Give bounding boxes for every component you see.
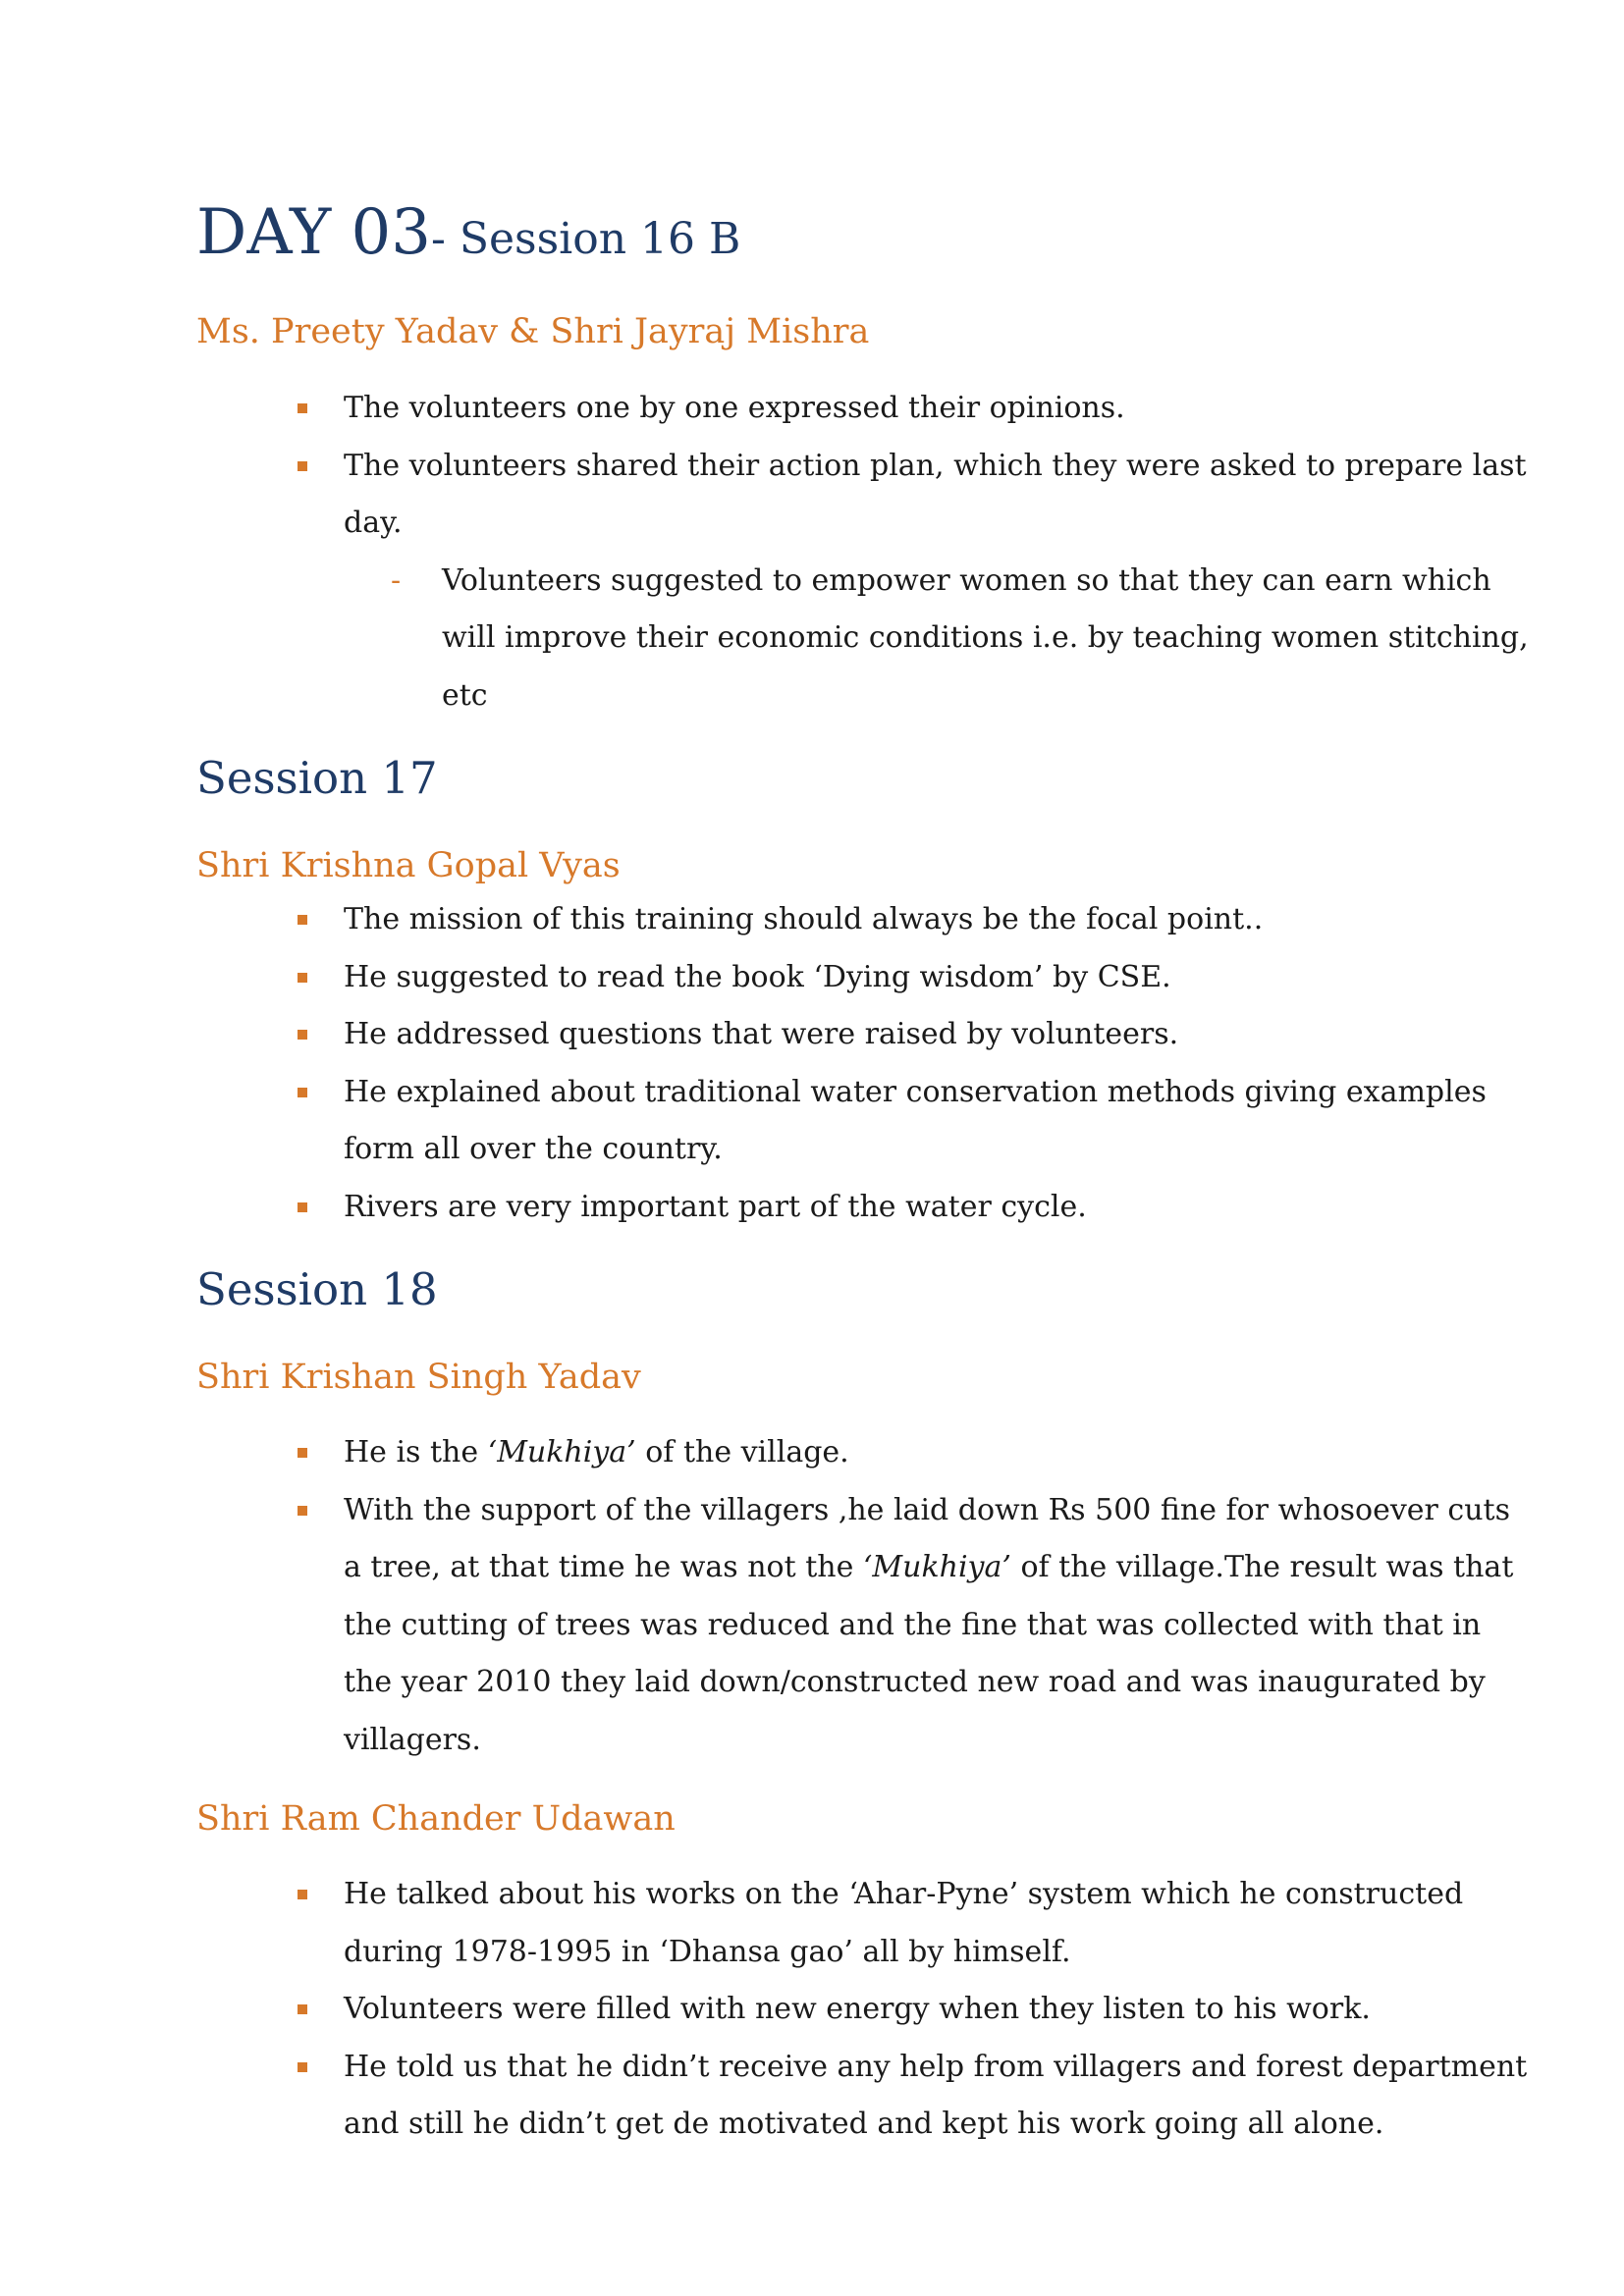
- list-item-text: The volunteers shared their action plan, which they were asked to prepare last day.: [344, 448, 1527, 540]
- session-label: - Session 16 B: [430, 214, 741, 264]
- bullet-list: [196, 380, 1532, 724]
- session-heading: Session 18: [196, 1263, 438, 1315]
- list-item: The mission of this training should always be the focal point..: [344, 891, 1532, 949]
- list-item: He is the ‘Mukhiya’ of the village.: [344, 1424, 1532, 1482]
- page-content: [196, 196, 1532, 2154]
- speaker-name: Shri Krishna Gopal Vyas: [196, 846, 621, 885]
- list-item: He talked about his works on the ‘Ahar-Pyne’ system which he constructed during 1978-1995 in ‘Dhansa gao’ all by himself.: [344, 1866, 1532, 1981]
- list-item: He suggested to read the book ‘Dying wisdom’ by CSE.: [344, 949, 1532, 1007]
- page-title: [196, 196, 1532, 269]
- session-heading: Session 17: [196, 752, 438, 804]
- sub-bullet-list: [344, 553, 1532, 725]
- speaker-name: Ms. Preety Yadav & Shri Jayraj Mishra: [196, 312, 870, 351]
- bullet-list: [196, 891, 1532, 1236]
- list-item: He explained about traditional water conservation methods giving examples form all over the country.: [344, 1064, 1532, 1179]
- list-item: The volunteers one by one expressed their opinions.: [344, 380, 1532, 438]
- list-item: [344, 438, 1532, 725]
- bullet-list: [196, 1424, 1532, 1769]
- bullet-list: [196, 1866, 1532, 2154]
- day-label: DAY 03: [196, 196, 431, 269]
- mukhiya-term: ‘Mukhiya’: [487, 1435, 636, 1469]
- list-item: With the support of the villagers ,he laid down Rs 500 fine for whosoever cuts a tree, at that time he was not the ‘Mukhiya’ of the village.The result was that the cutting of trees was reduced and the fine that was collected with that in the year 2010 they laid down/constructed new road and was inaugurated by villagers.: [344, 1482, 1532, 1770]
- mukhiya-term: ‘Mukhiya’: [862, 1550, 1011, 1584]
- speaker-name: Shri Ram Chander Udawan: [196, 1799, 676, 1839]
- list-item: Rivers are very important part of the water cycle.: [344, 1179, 1532, 1237]
- list-item: He addressed questions that were raised by volunteers.: [344, 1006, 1532, 1064]
- sub-list-item: - Volunteers suggested to empower women so that they can earn which will improve their economic conditions i.e. by teaching women stitching, etc: [442, 553, 1532, 725]
- list-item: He told us that he didn’t receive any help from villagers and forest department and still he didn’t get de motivated and kept his work going all alone.: [344, 2039, 1532, 2154]
- list-item: Volunteers were filled with new energy when they listen to his work.: [344, 1981, 1532, 2039]
- speaker-name: Shri Krishan Singh Yadav: [196, 1358, 641, 1397]
